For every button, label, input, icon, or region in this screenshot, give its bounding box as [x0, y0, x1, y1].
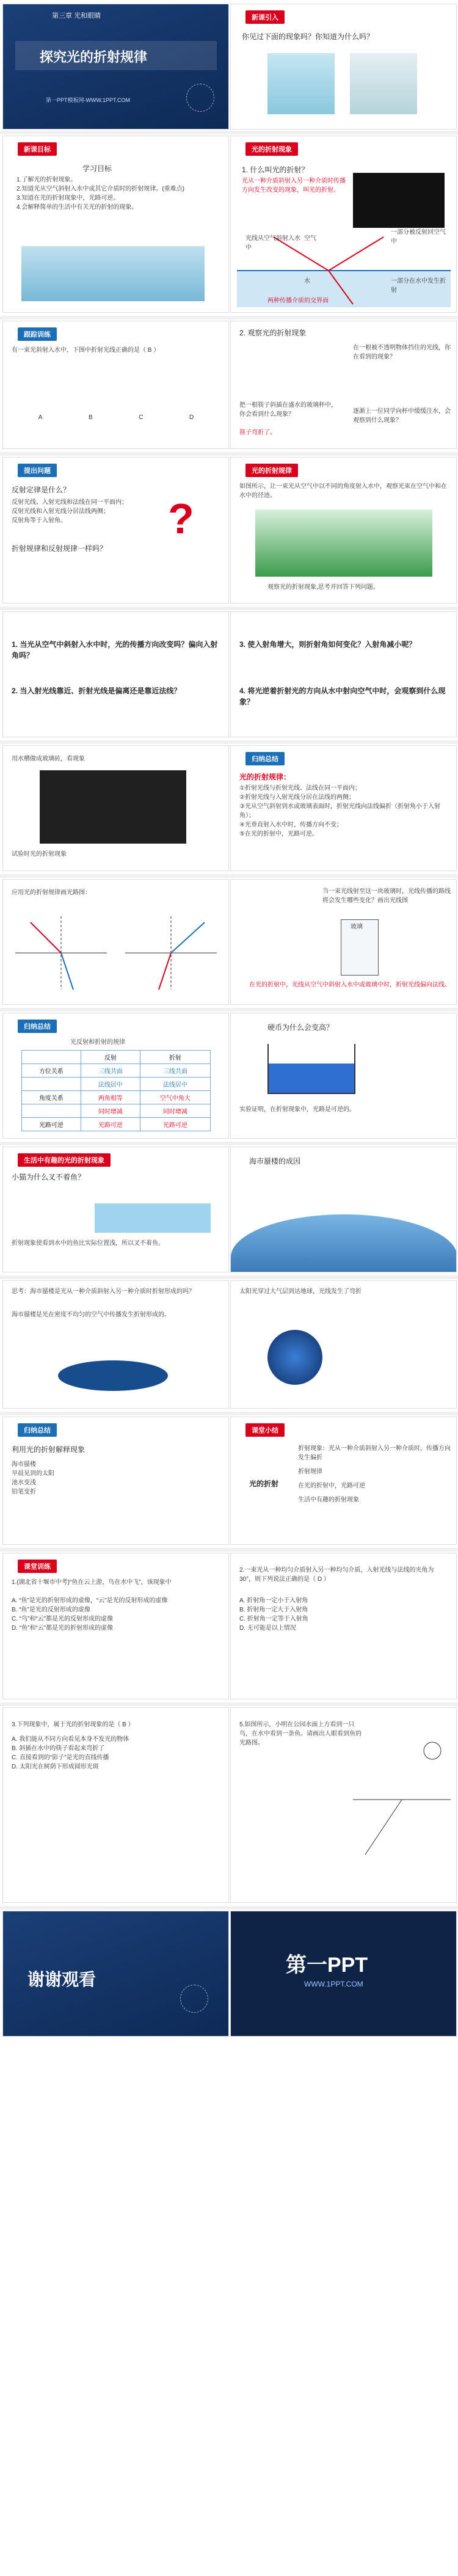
- slide-summary[interactable]: [230, 1417, 457, 1545]
- table-row: [22, 1104, 211, 1118]
- coin-desc: 实验证明，在折射现象中，光路是可逆的。: [239, 1106, 355, 1113]
- rule-item: ③光从空气斜射到水或玻璃表面时，折射光线向法线偏折（折射角小于入射角）；: [239, 803, 440, 819]
- option-item[interactable]: A. “鱼”是光的折射形成的虚像，“云”是光的反射形成的虚像: [12, 1597, 168, 1604]
- option-label[interactable]: B: [88, 414, 93, 421]
- exercise-question: 2.一束光从一种均匀介质射入另一种均匀介质，入射光线与法线的夹角为30°，则下列说法正确的是（ D ）: [239, 1567, 434, 1583]
- law-list: [12, 498, 146, 525]
- table-cell: [22, 1104, 81, 1118]
- section-badge: 新课目标: [18, 142, 57, 156]
- question-item: 1. 当光从空气中斜射入水中时，光的传播方向改变吗？偏向入射角吗？: [12, 640, 218, 660]
- slide-title[interactable]: [2, 4, 229, 130]
- compare-title: 光反射和折射的规律: [70, 1039, 125, 1046]
- glass-label: 玻璃: [351, 924, 363, 930]
- section-badge: 光的折射规律: [245, 464, 298, 477]
- explain-item: 铅笔变折: [12, 1489, 36, 1495]
- label-refract: 一部分在水中发生折射: [391, 278, 446, 294]
- question-text: 反射定律是什么？: [12, 486, 71, 494]
- definition-text: 光从一种介质斜射入另一种介质时传播方向发生改变的现象，叫光的折射。: [242, 178, 346, 194]
- question-text: 1. 什么叫光的折射？: [242, 166, 309, 174]
- rule-item: ④光垂直射入水中时，传播方向不变；: [239, 822, 343, 828]
- slide-glass[interactable]: [230, 879, 457, 1005]
- glass-text: 当一束光线射至这一块玻璃时，光线传播的路线将会发生哪些变化？画出光线图: [322, 888, 451, 904]
- cat-illustration: [95, 1184, 211, 1233]
- slide-draw[interactable]: [2, 879, 229, 1005]
- option-item[interactable]: A. 折射角一定小于入射角: [239, 1597, 308, 1604]
- slide-experiment[interactable]: [2, 745, 229, 871]
- slide-observe[interactable]: [230, 321, 457, 449]
- observe-item: 把一根筷子斜插在盛水的玻璃杯中，你会看到什么现象？: [239, 402, 337, 418]
- compare-table: [21, 1050, 211, 1131]
- atmosphere-title: 太阳光穿过大气层到达地球，光线发生了弯折: [239, 1288, 362, 1295]
- exercise-question: 有一束光斜射入水中，下图中折射光线正确的是（ B ）: [12, 347, 160, 354]
- goal-item: 1.了解光的折射现象。: [16, 177, 77, 183]
- label-air: 空气: [304, 235, 316, 242]
- coin-question: 硬币为什么会变高？: [267, 1023, 334, 1032]
- intro-question: 你见过下面的现象吗？你知道为什么吗？: [242, 32, 374, 41]
- cat-desc: 折射现象使看到水中的鱼比实际位置浅，所以叉不着鱼。: [12, 1240, 164, 1247]
- glass-note: 在光的折射中，光线从空气中斜射入水中或玻璃中时，折射光线偏向法线。: [249, 982, 451, 988]
- section-badge: 课堂训练: [18, 1560, 57, 1573]
- table-cell: 空气中角大: [140, 1091, 210, 1104]
- eye-marker: [424, 1742, 441, 1759]
- glass-photo-1: [267, 53, 335, 114]
- table-row: [22, 1078, 211, 1091]
- goals-list: [16, 175, 212, 212]
- table-cell: 光路可逆: [140, 1118, 210, 1131]
- section-badge: 提出问题: [18, 464, 57, 477]
- options-list: [12, 1735, 219, 1771]
- table-cell: 反射: [81, 1051, 140, 1064]
- law-item: 反射光线和入射光线分居法线两侧；: [12, 508, 109, 515]
- table-cell: 三线共面: [81, 1064, 140, 1078]
- exercise-question: 3.下列现象中，属于光的折射现象的是（ B ）: [12, 1721, 134, 1728]
- observe-item: 逐渐上一位同学向杯中缓缓注水，会观察到什么现象？: [353, 408, 451, 424]
- table-header: [22, 1051, 211, 1064]
- cat-question: 小猫为什么叉不着鱼？: [12, 1173, 85, 1181]
- summary-list: [298, 1444, 451, 1505]
- water-block-illustration: [21, 246, 205, 301]
- slide-compare[interactable]: [2, 1013, 229, 1139]
- table-cell: 同时增减: [140, 1104, 210, 1118]
- rule-item: ①折射光线与折射光线、法线在同一平面内；: [239, 785, 361, 792]
- table-cell: 光路可逆: [81, 1118, 140, 1131]
- refracted-ray: [171, 922, 205, 953]
- option-label[interactable]: D: [189, 414, 194, 421]
- slide-intro[interactable]: [230, 4, 457, 130]
- chapter-tag: 第三章 光和眼睛: [52, 12, 101, 20]
- summary-item: 折射规律: [298, 1469, 322, 1475]
- table-cell: 角度关系: [22, 1091, 81, 1104]
- question-item: 2. 当入射光线靠近、折射光线是偏离还是靠近法线？: [12, 687, 181, 695]
- slide-law-observe[interactable]: [230, 457, 457, 604]
- slide-thanks[interactable]: [2, 1911, 229, 2037]
- slide-exercise-5[interactable]: [230, 1707, 457, 1903]
- option-item[interactable]: D. 太阳光在树荫下形成圆形光斑: [12, 1764, 99, 1770]
- question-item: 3. 使入射角增大，则折射角如何变化？入射角减小呢？: [239, 640, 416, 649]
- question-text: 折射规律和反射规律一样吗？: [12, 544, 107, 553]
- slide-exercise-2[interactable]: [2, 1553, 229, 1699]
- slide-atmosphere[interactable]: [230, 1280, 457, 1409]
- slide-cat[interactable]: [2, 1147, 229, 1272]
- label-reflect: 一部分被反射回空气中: [391, 229, 446, 245]
- summary-item: 生活中有趣的折射现象: [298, 1497, 359, 1503]
- slide-exercise-3[interactable]: [230, 1553, 457, 1699]
- dandelion-icon: [180, 1985, 208, 2013]
- section-badge: 归纳总结: [245, 752, 285, 765]
- summary-item: 折射现象：光从一种介质斜射入另一种介质时，传播方向发生偏折: [298, 1445, 451, 1461]
- explain-item: 池水变浅: [12, 1480, 36, 1486]
- table-cell: 两角相等: [81, 1091, 140, 1104]
- thanks-title: 谢谢观看: [27, 1970, 96, 1989]
- option-item[interactable]: C. “鸟”和“云”都是光的反射形成的虚像: [12, 1616, 114, 1622]
- slide-think[interactable]: [2, 1280, 229, 1409]
- options-list: [239, 1596, 447, 1633]
- exercise-question: 1.(湖北省十堰市中考)“鱼在云上游，鸟在水中飞”，该现象中: [12, 1579, 172, 1586]
- option-item[interactable]: B. 斜插在水中的筷子看起来弯折了: [12, 1745, 105, 1752]
- slide-goals[interactable]: [2, 136, 229, 313]
- table-row: [22, 1118, 211, 1131]
- bowl-illustration: [267, 1044, 355, 1094]
- table-row: [22, 1064, 211, 1078]
- table-cell: 法线居中: [140, 1078, 210, 1091]
- reflected-ray: [329, 237, 383, 271]
- explain-item: 早晨见到的太阳: [12, 1470, 54, 1477]
- slide-question[interactable]: [2, 457, 229, 604]
- mirage-title: 海市蜃楼的成因: [249, 1157, 301, 1166]
- section-badge: 跟踪训练: [18, 327, 57, 341]
- options-list: [12, 1596, 219, 1633]
- law-item: 反射角等于入射角。: [12, 517, 67, 524]
- refracted-ray: [61, 953, 73, 990]
- label-water: 水: [304, 278, 310, 285]
- think-title: 思考：海市蜃楼是光从一种介质斜射入另一种介质时折射形成的吗？: [12, 1288, 195, 1295]
- table-cell: 光路可逆: [22, 1118, 81, 1131]
- summary-item: 在光的折射中，光路可逆: [298, 1483, 365, 1489]
- goal-item: 2.知道光从空气斜射入水中或其它介质时的折射规律。(重难点): [16, 186, 184, 192]
- ship-illustration: [58, 1360, 168, 1391]
- table-cell: [22, 1051, 81, 1064]
- slide-brand[interactable]: [230, 1911, 457, 2037]
- law-item: 反射光线、入射光线和法线在同一平面内；: [12, 499, 128, 506]
- section-badge: 新课引入: [245, 10, 285, 24]
- rule-item: ②折射光线与入射光线分居在法线的两侧；: [239, 794, 355, 801]
- table-cell: 方位关系: [22, 1064, 81, 1078]
- table-cell: 法线居中: [81, 1078, 140, 1091]
- experiment-text: 用水槽做成玻璃砖，看现象: [12, 756, 85, 762]
- credit-text: 第一PPT模板网-WWW.1PPT.COM: [46, 97, 130, 103]
- incident-ray: [159, 953, 171, 990]
- earth-globe: [267, 1330, 322, 1385]
- table-cell: 同时增减: [81, 1104, 140, 1118]
- slide-exercise-4[interactable]: [2, 1707, 229, 1903]
- option-item[interactable]: B. “鱼”是光的反射形成的虚像: [12, 1607, 90, 1613]
- option-item[interactable]: A. 我们能从不同方向看见本身不发光的物体: [12, 1736, 129, 1743]
- exercise-question: 5.如图所示，小明在公园水面上方看到一只鸟，在水中看到一条鱼。请画出人眼看到鱼的光路图。: [239, 1721, 362, 1746]
- option-item[interactable]: C. 折射角一定等于入射角: [239, 1616, 308, 1622]
- observe-desc: 如图所示，让一束光从空气中以不同的角度射入水中，观察光束在空气中和在水中的径迹。: [239, 483, 447, 499]
- earth-arc: [231, 1214, 457, 1272]
- slide-coin[interactable]: [230, 1013, 457, 1139]
- goal-item: 4.会解释简单的生活中有关光的折射的现象。: [16, 204, 138, 211]
- observe-note: 观察光的折射现象,思考并回答下列问题。: [267, 584, 379, 591]
- goals-title: 学习目标: [82, 164, 112, 173]
- section-badge: 课堂小结: [245, 1423, 285, 1437]
- summary-center: 光的折射: [249, 1480, 279, 1488]
- incident-ray: [31, 922, 61, 953]
- dandelion-icon: [186, 84, 214, 112]
- table-cell: 折射: [140, 1051, 210, 1064]
- question-item: 4. 将光逆着折射光的方向从水中射向空气中时，会观察到什么现象？: [239, 687, 446, 706]
- sight-line: [365, 1800, 402, 1855]
- ray-diagram: [9, 910, 223, 996]
- draw-title: 应用光的折射规律画光路图：: [12, 889, 91, 896]
- experiment-photo: [40, 770, 186, 844]
- section-badge: 光的折射现象: [245, 142, 298, 156]
- option-item[interactable]: C. 直接看到的“影子”是光的直线传播: [12, 1754, 109, 1761]
- section-badge: 生活中有趣的光的折射现象: [18, 1153, 111, 1167]
- table-cell: [22, 1078, 81, 1091]
- observe-question: 2. 观察光的折射现象: [239, 329, 307, 337]
- table-cell: 三线共面: [140, 1064, 210, 1078]
- observe-item: 在一根被不透明物体挡住的光线，你在看到的现象？: [353, 345, 451, 360]
- option-item[interactable]: B. 折射角一定大于入射角: [239, 1607, 308, 1613]
- section-badge: 归纳总结: [18, 1423, 57, 1437]
- table-row: [22, 1091, 211, 1104]
- slide-title-text: 探究光的折射规律: [40, 49, 148, 65]
- goal-item: 3.知道在光的折射现象中，光路可逆。: [16, 195, 120, 202]
- bird-fish-diagram: [353, 1732, 451, 1879]
- slide-exercise-1[interactable]: [2, 321, 229, 449]
- slide-refraction-def[interactable]: [230, 136, 457, 313]
- experiment-caption: 试验时光的折射现象: [12, 851, 67, 858]
- option-row: [15, 413, 217, 422]
- brand-url[interactable]: WWW.1PPT.COM: [304, 1980, 363, 1988]
- glass-photo-2: [350, 53, 417, 114]
- explain-title: 利用光的折射解释现象: [12, 1445, 85, 1454]
- slide-mirage[interactable]: [230, 1147, 457, 1272]
- explain-list: [12, 1460, 54, 1497]
- section-badge: 归纳总结: [18, 1020, 57, 1033]
- label-interface: 两种传播介质的交界面: [267, 297, 329, 304]
- rules-list: [239, 784, 447, 839]
- slide-questions-a[interactable]: [2, 611, 229, 737]
- observe-answer: 筷子弯折了。: [239, 429, 276, 436]
- slide-explain[interactable]: [2, 1417, 229, 1545]
- think-text: 海市蜃楼是光在密度不均匀的空气中传播发生折射形成的。: [12, 1312, 170, 1318]
- option-item[interactable]: D. “鱼”和“云”都是光的折射形成的虚像: [12, 1625, 114, 1632]
- option-item[interactable]: D. 无可能是以上情况: [239, 1625, 296, 1632]
- rule-item: ⑤在光的折射中，光路可逆。: [239, 831, 318, 837]
- question-mark-icon: ?: [168, 495, 194, 542]
- rules-title: 光的折射规律：: [239, 773, 291, 781]
- laser-photo: [353, 173, 445, 228]
- tank-photo: [255, 509, 432, 577]
- explain-item: 海市蜃楼: [12, 1461, 36, 1468]
- slide-questions-b[interactable]: [230, 611, 457, 737]
- label-incident: 光线从空气斜射入水中: [245, 235, 300, 251]
- slide-rules[interactable]: [230, 745, 457, 871]
- option-label[interactable]: C: [139, 414, 144, 421]
- brand-logo: 第一PPT: [286, 1954, 368, 1977]
- option-label[interactable]: A: [38, 414, 43, 421]
